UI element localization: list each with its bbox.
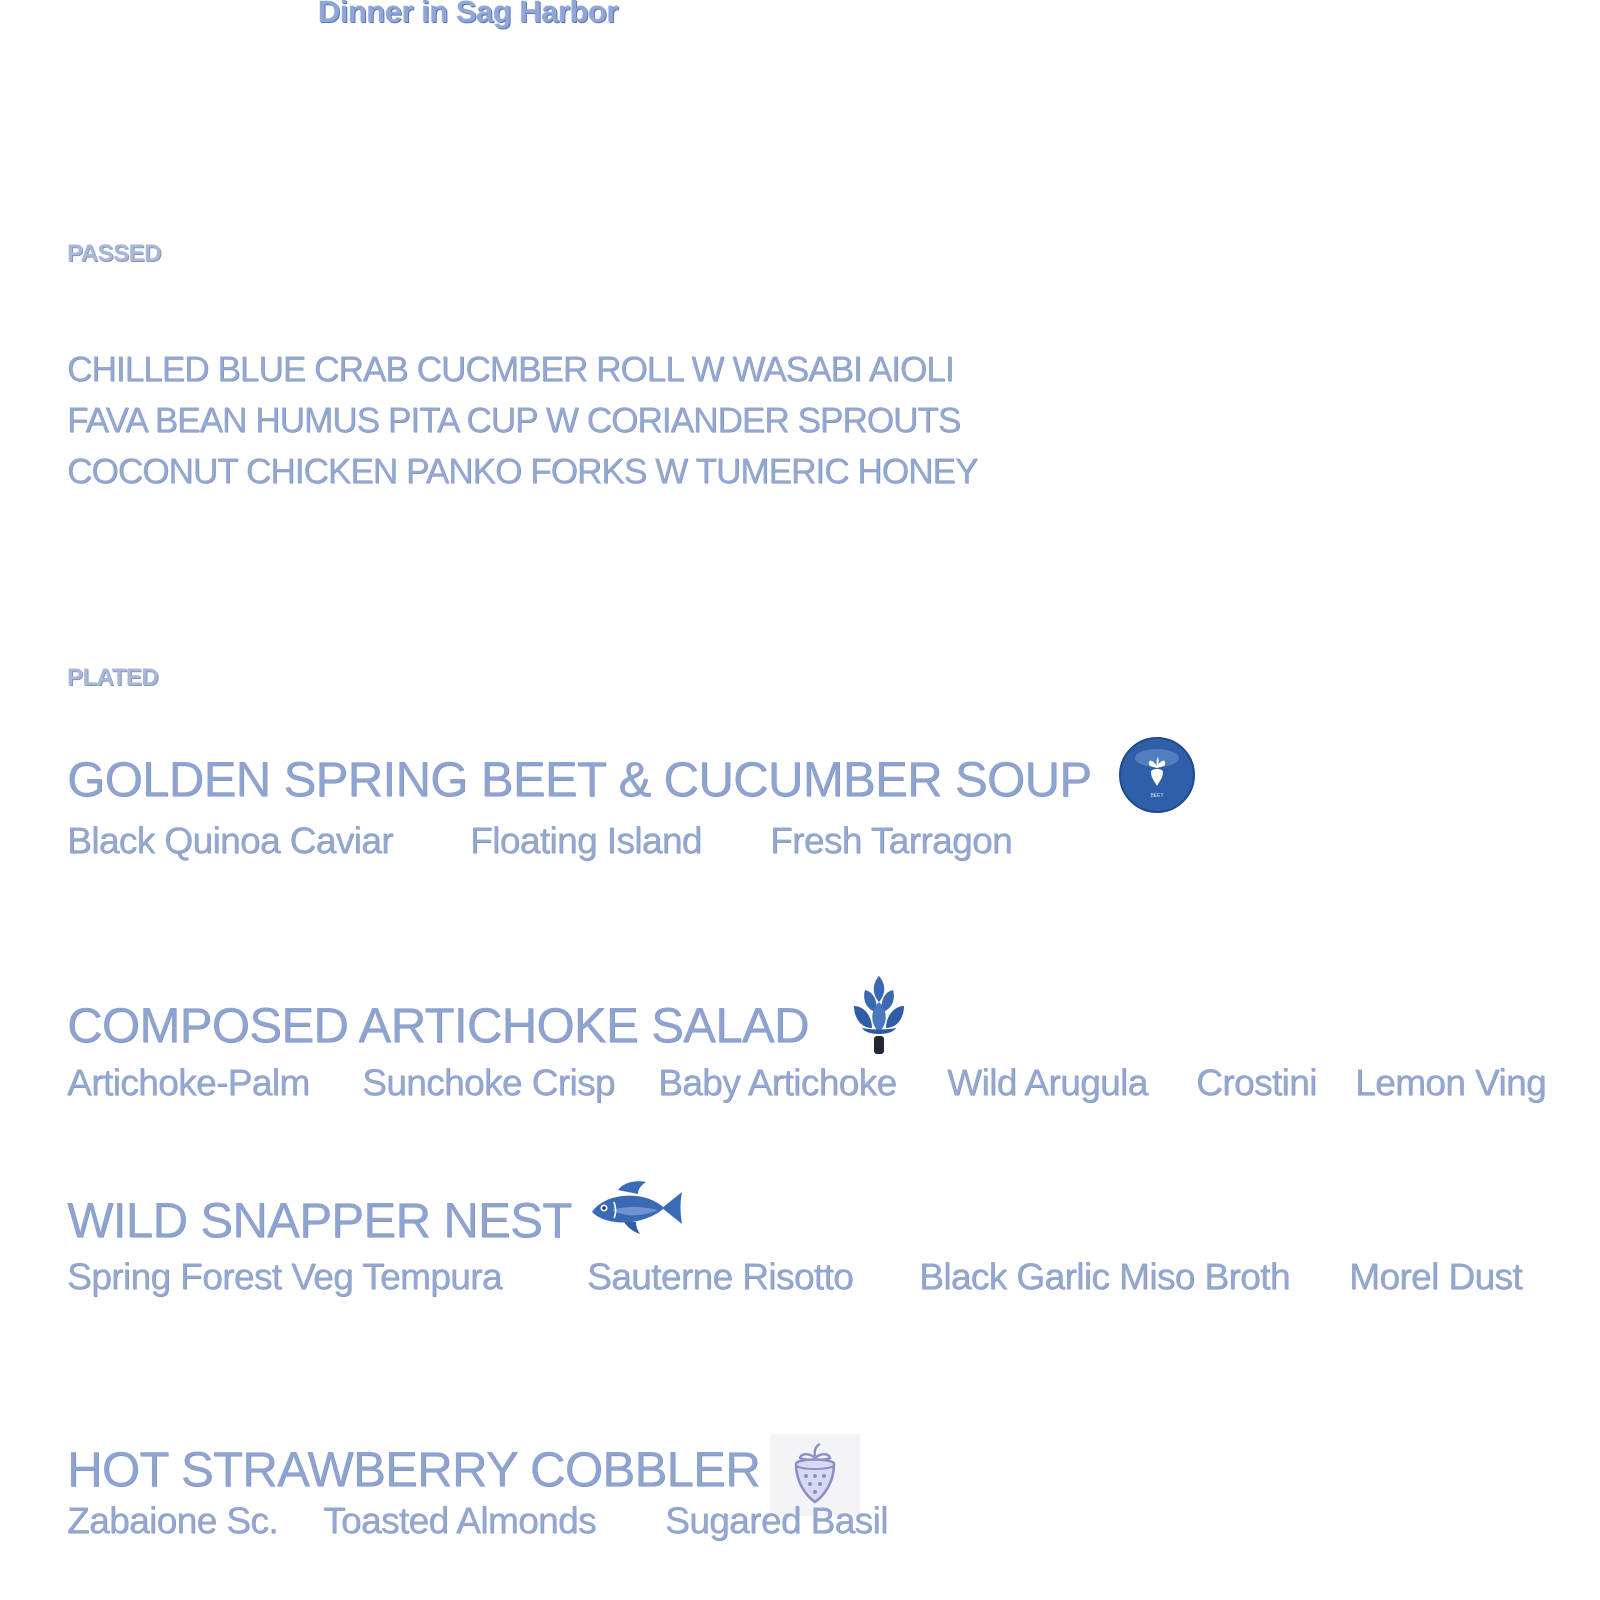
component-item: Morel Dust [1349, 1256, 1522, 1297]
beet-icon [1118, 736, 1196, 814]
course-title-cobbler: HOT STRAWBERRY COBBLER [67, 1443, 760, 1497]
course-title-soup: GOLDEN SPRING BEET & CUCUMBER SOUP [67, 753, 1092, 807]
menu-title: Dinner in Sag Harbor [318, 0, 619, 29]
component-item: Sugared Basil [665, 1500, 888, 1541]
passed-item: COCONUT CHICKEN PANKO FORKS W TUMERIC HONEY [67, 452, 978, 491]
component-item: Lemon Ving [1355, 1062, 1546, 1103]
plated-section-label: PLATED [67, 664, 159, 691]
passed-item: CHILLED BLUE CRAB CUCMBER ROLL W WASABI AIOLI [67, 350, 954, 389]
component-item: Floating Island [470, 820, 702, 861]
component-item: Baby Artichoke [658, 1062, 897, 1103]
component-item: Spring Forest Veg Tempura [67, 1256, 502, 1297]
component-item: Wild Arugula [947, 1062, 1148, 1103]
artichoke-icon [848, 972, 910, 1060]
component-item: Artichoke-Palm [67, 1062, 310, 1103]
component-item: Sunchoke Crisp [362, 1062, 615, 1103]
course-title-salad: COMPOSED ARTICHOKE SALAD [67, 999, 809, 1053]
fish-icon [584, 1168, 686, 1248]
passed-list [67, 344, 977, 497]
component-item: Crostini [1196, 1062, 1317, 1103]
component-item: Zabaione Sc. [67, 1500, 278, 1541]
course-title-snapper: WILD SNAPPER NEST [67, 1194, 572, 1248]
component-item: Sauterne Risotto [587, 1256, 854, 1297]
component-item: Black Garlic Miso Broth [919, 1256, 1290, 1297]
passed-item: FAVA BEAN HUMUS PITA CUP W CORIANDER SPROUTS [67, 401, 961, 440]
passed-section-label: PASSED [67, 240, 161, 267]
component-item: Black Quinoa Caviar [67, 820, 393, 861]
component-item: Fresh Tarragon [770, 820, 1012, 861]
beet-icon-caption: BEET [1150, 793, 1164, 799]
component-item: Toasted Almonds [323, 1500, 596, 1541]
